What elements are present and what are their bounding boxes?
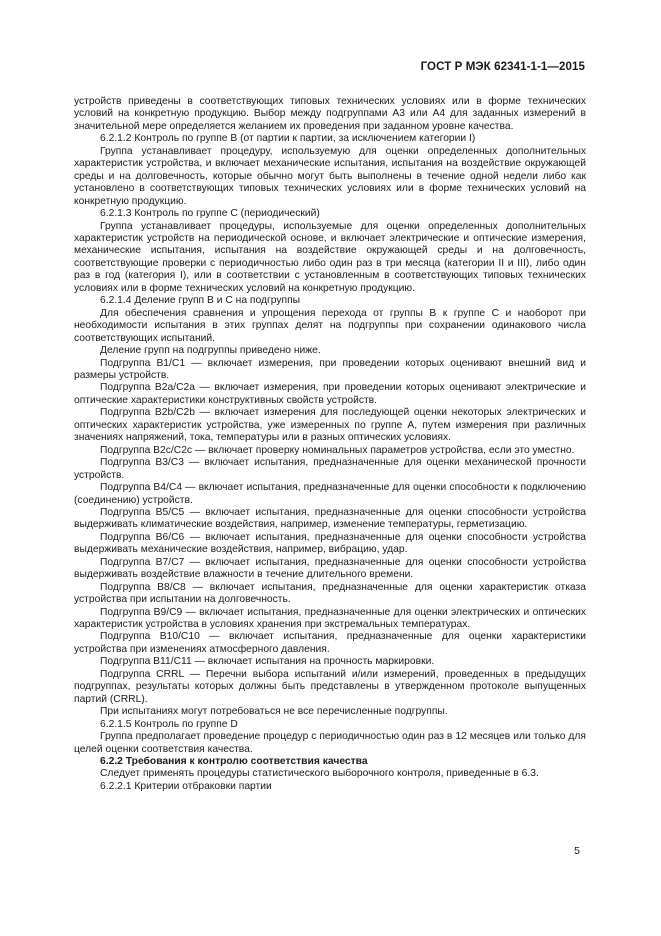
paragraph: Подгруппа В8/С8 — включает испытания, предназначенные для оценки характеристик отказа устройства при испытании на долговечность. <box>74 581 586 606</box>
paragraph: Подгруппа В2с/С2с — включает проверку номинальных параметров устройства, если это уместно. <box>100 444 575 456</box>
paragraph: Подгруппа CRRL — Перечни выбора испытаний и/или измерений, проведенных в предыдущих подгруппах, результаты которых должны быть представлены в утвержденном протоколе выпущенных партий (CRRL). <box>74 668 586 705</box>
paragraph: Подгруппа В7/С7 — включает испытания, предназначенные для оценки способности устройства выдерживать воздействие влажности в течение длительного времени. <box>74 556 586 581</box>
paragraph: Группа устанавливает процедуру, используемую для оценки определенных дополнительных характеристик устройства, и включает механические испытания, испытания на воздействие окружающей среды и на долговечность, которые обычно могут быть выполнены в течение одной недели либо как установлено в соответствующих типовых технических условиях или в форме технических условий на конкретную продукцию. <box>74 145 586 207</box>
paragraph: 6.2.1.2 Контроль по группе В (от партии к партии, за исключением категории I) <box>100 133 476 145</box>
paragraph: Группа устанавливает процедуры, используемые для оценки определенных дополнительных характеристик устройств на периодической основе, и включает электрические и оптические измерения, механические испытания, испытания на воздействие окружающей среды и на долговечность, соответствующие проверки с периодичностью либо один раз в три месяца (категории II и III), либо один раз в год (категория I), или в соответствии с установленным в соответствующих типовых технических условиях или в форме технических условий на конкретную продукцию. <box>74 220 586 294</box>
paragraph: Подгруппа В1/С1 — включает измерения, при проведении которых оценивают внешний вид и размеры устройств. <box>74 357 586 381</box>
paragraph: Подгруппа В2а/С2а — включает измерения, при проведении которых оценивают электрические и оптические характеристики конструктивных свойств устройств. <box>74 382 586 406</box>
paragraph: 6.2.1.3 Контроль по группе С (периодический) <box>100 208 320 220</box>
paragraph: 6.2.2.1 Критерии отбраковки партии <box>100 780 272 792</box>
page-number: 5 <box>574 845 580 857</box>
paragraph: Следует применять процедуры статистического выборочного контроля, приведенные в 6.3. <box>100 768 539 780</box>
paragraph: 6.2.1.4 Деление групп В и С на подгруппы <box>100 295 301 307</box>
document-body <box>74 96 586 793</box>
paragraph: Подгруппа В2b/С2b — включает измерения для последующей оценки некоторых электрических и оптических характеристик устройства, уже измеренных по группе А, путем измерения при различных значениях напряжений, тока, температуры или в разных оптических условиях. <box>74 407 586 444</box>
paragraph: устройств приведены в соответствующих типовых технических условиях или в форме технических условий на конкретную продукцию. Выбор между подгруппами А3 или А4 для заданных измерений в значительной мере определяется желанием их проведения при заданном уровне качества. <box>74 96 586 132</box>
paragraph: Деление групп на подгруппы приведено ниже. <box>100 345 321 357</box>
paragraph: Группа предполагает проведение процедур с периодичностью один раз в 12 месяцев или только для целей оценки соответствия качества. <box>74 731 586 755</box>
paragraph: При испытаниях могут потребоваться не все перечисленные подгруппы. <box>100 706 448 718</box>
document-header: ГОСТ Р МЭК 62341-1-1—2015 <box>420 61 585 73</box>
paragraph: Подгруппа В11/С11 — включает испытания на прочность маркировки. <box>100 656 435 668</box>
paragraph: Подгруппа В6/С6 — включает испытания, предназначенные для оценки способности устройства выдерживать механические воздействия, например, вибрацию, удар. <box>74 531 586 556</box>
paragraph: Подгруппа В5/С5 — включает испытания, предназначенные для оценки способности устройства выдерживать климатические воздействия, например, изменение температуры, герметизацию. <box>74 506 586 531</box>
paragraph: 6.2.1.5 Контроль по группе D <box>100 718 238 730</box>
paragraph: Для обеспечения сравнения и упрощения перехода от группы В к группе С и наоборот при необходимости испытания в этих группах делят на подгруппы при сохранении одинакового числа соответствующих испытаний. <box>74 307 586 344</box>
paragraph: Подгруппа В4/С4 — включает испытания, предназначенные для оценки способности к подключению (соединению) устройств. <box>74 482 586 506</box>
paragraph: Подгруппа В3/С3 — включает испытания, предназначенные для оценки механической прочности устройств. <box>74 457 586 481</box>
paragraph: Подгруппа В9/С9 — включает испытания, предназначенные для оценки электрических и оптических характеристик устройства в условиях хранения при экстремальных температурах. <box>74 606 586 631</box>
paragraph: Подгруппа В10/С10 — включает испытания, предназначенные для оценки характеристики устройства при изменениях атмосферного давления. <box>74 631 586 655</box>
section-heading: 6.2.2 Требования к контролю соответствия качества <box>100 756 368 768</box>
